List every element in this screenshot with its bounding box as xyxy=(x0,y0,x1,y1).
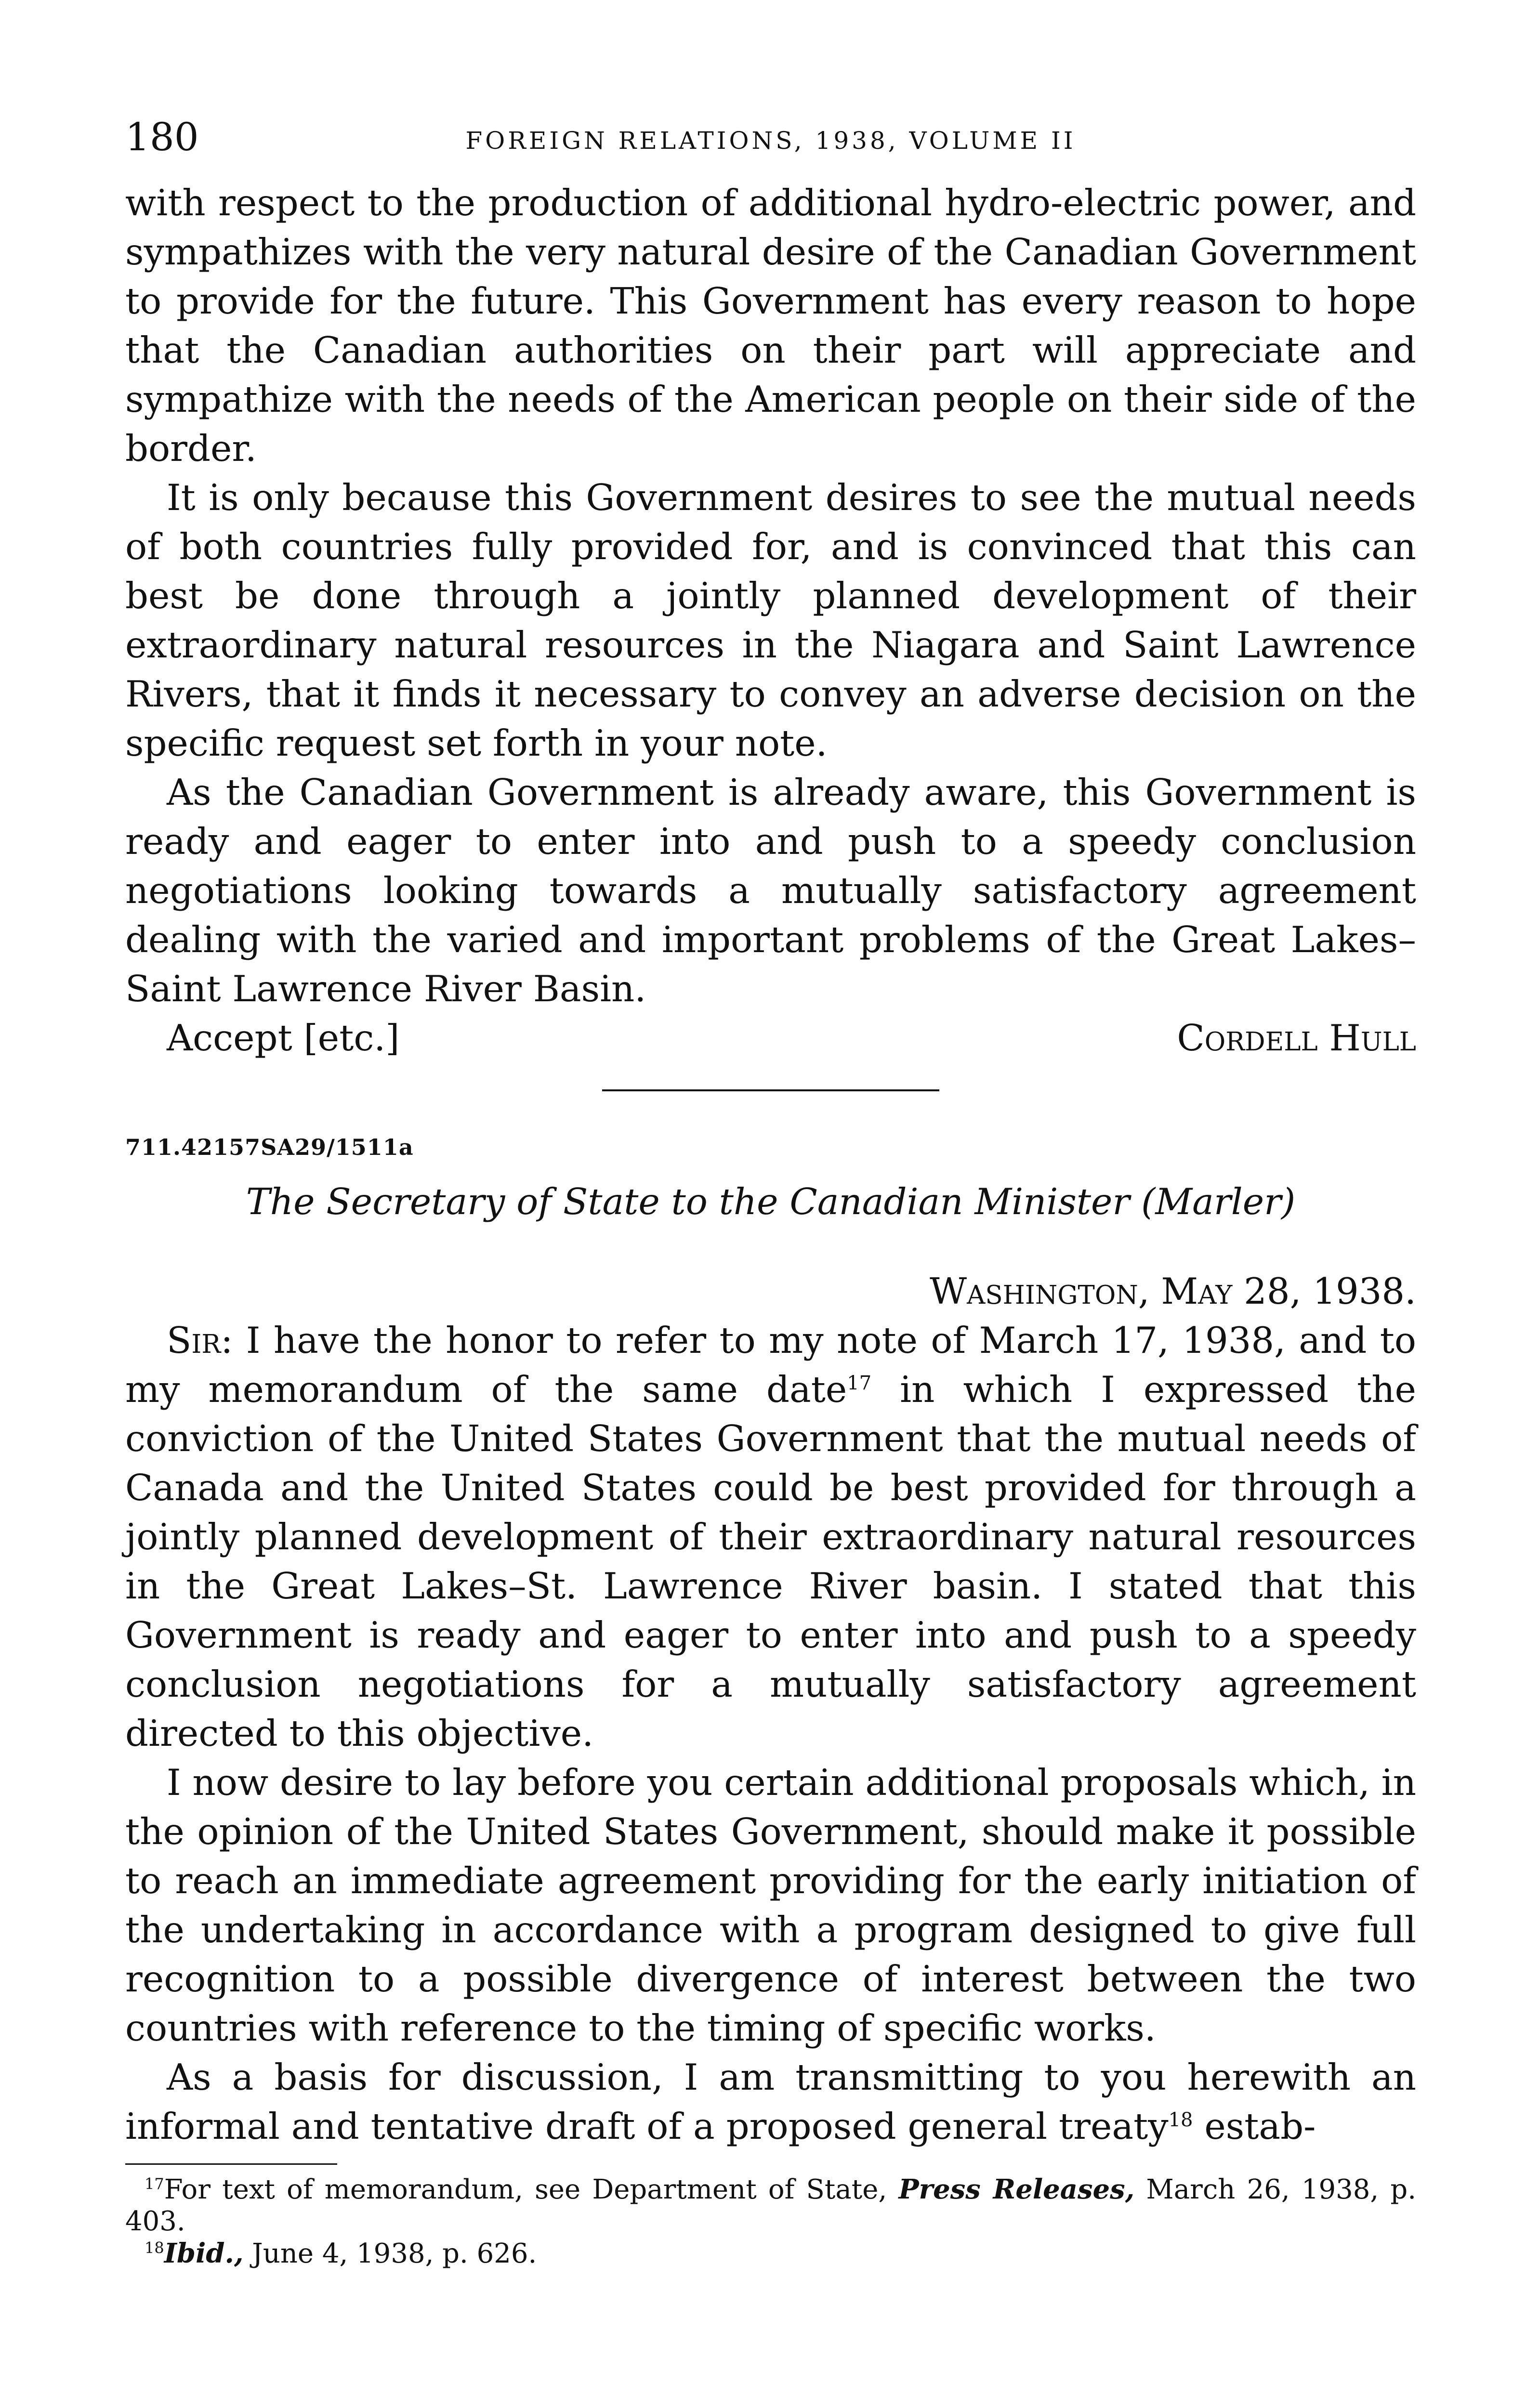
closing-text: Accept [etc.] xyxy=(167,1017,400,1059)
document-page xyxy=(125,116,1416,2341)
continued-paragraph: with respect to the production of additional hydro-electric power, and sympathizes with the very natural desire of the Canadian Government to provide for the future. This Government has every reason to hope that the Canadian authorities on their part will appreciate and sympathize with the needs of the American people on their side of the border. xyxy=(125,182,1416,470)
footnote-text: For text of memorandum, see Department of State, xyxy=(164,2174,899,2205)
footnote xyxy=(125,2238,1416,2270)
footnote-text: March 26, 1938, p. 403. xyxy=(125,2174,1417,2237)
dateline: Washington, May 28, 1938. xyxy=(930,1270,1416,1312)
signature: Cordell Hull xyxy=(1177,1017,1416,1059)
paragraph-text: in which I expressed the conviction of the United States Government that the mutual needs of Canada and the United States could be best provided for through a jointly planned development of their extraordinary natural resources in the Great Lakes–St. Lawrence River basin. I stated that this Government is ready and eager to enter into and push to a speedy conclusion negotiations for a mutually satisfactory agreement directed to this objective. xyxy=(125,1368,1416,1754)
paragraph: As the Canadian Government is already aware, this Government is ready and eager to enter into and push to a speedy conclusion negotiations looking towards a mutually satisfactory agreement dealing with the varied and important problems of the Great Lakes–Saint Lawrence River Basin. xyxy=(125,771,1416,1010)
paragraph-text: estab- xyxy=(1193,2105,1316,2147)
salutation: Sir: xyxy=(167,1319,233,1361)
section-divider xyxy=(602,1089,939,1091)
closing-line xyxy=(125,1013,1416,1062)
paragraph: It is only because this Government desires to see the mutual needs of both countries fully provided for, and is convinced that this can best be done through a jointly planned development of their extraordinary natural resources in the Niagara and Saint Lawrence Rivers, that it finds it necessary to convey an adverse decision on the specific request set forth in your note. xyxy=(125,476,1416,764)
document-title: The Secretary of State to the Canadian Minister (Marler) xyxy=(246,1180,1296,1223)
footnote-divider xyxy=(125,2163,337,2165)
footnote-number: 18 xyxy=(145,2238,164,2257)
file-code: 711.42157SA29/1511a xyxy=(125,1134,414,1160)
paragraph: I now desire to lay before you certain additional proposals which, in the opinion of the United States Government, should make it possible to reach an immediate agreement providing for the early initiation of the undertaking in accordance with a program designed to give full recognition to a possible divergence of interest between the two countries with reference to the timing of specific works. xyxy=(125,1761,1416,2049)
footnote-text: June 4, 1938, p. 626. xyxy=(243,2238,537,2269)
footnote-citation: Press Releases, xyxy=(898,2173,1135,2205)
footnote-number: 17 xyxy=(145,2174,164,2193)
footnote-citation: Ibid., xyxy=(164,2238,244,2269)
paragraph-text: I have the honor to refer to my note of March 17, 1938, and to my memorandum of the same date xyxy=(125,1319,1416,1411)
paragraph xyxy=(125,2053,1416,2151)
footnote-ref: 17 xyxy=(847,1372,872,1394)
footnote-ref: 18 xyxy=(1168,2109,1193,2131)
page-header xyxy=(125,116,1416,159)
paragraph xyxy=(125,1316,1416,1758)
footnote xyxy=(125,2173,1416,2238)
running-head: FOREIGN RELATIONS, 1938, VOLUME II xyxy=(465,127,1076,155)
page-number: 180 xyxy=(125,115,199,159)
paragraph-text: As a basis for discussion, I am transmitting to you herewith an informal and tentative draft of a proposed general treaty xyxy=(125,2056,1416,2147)
